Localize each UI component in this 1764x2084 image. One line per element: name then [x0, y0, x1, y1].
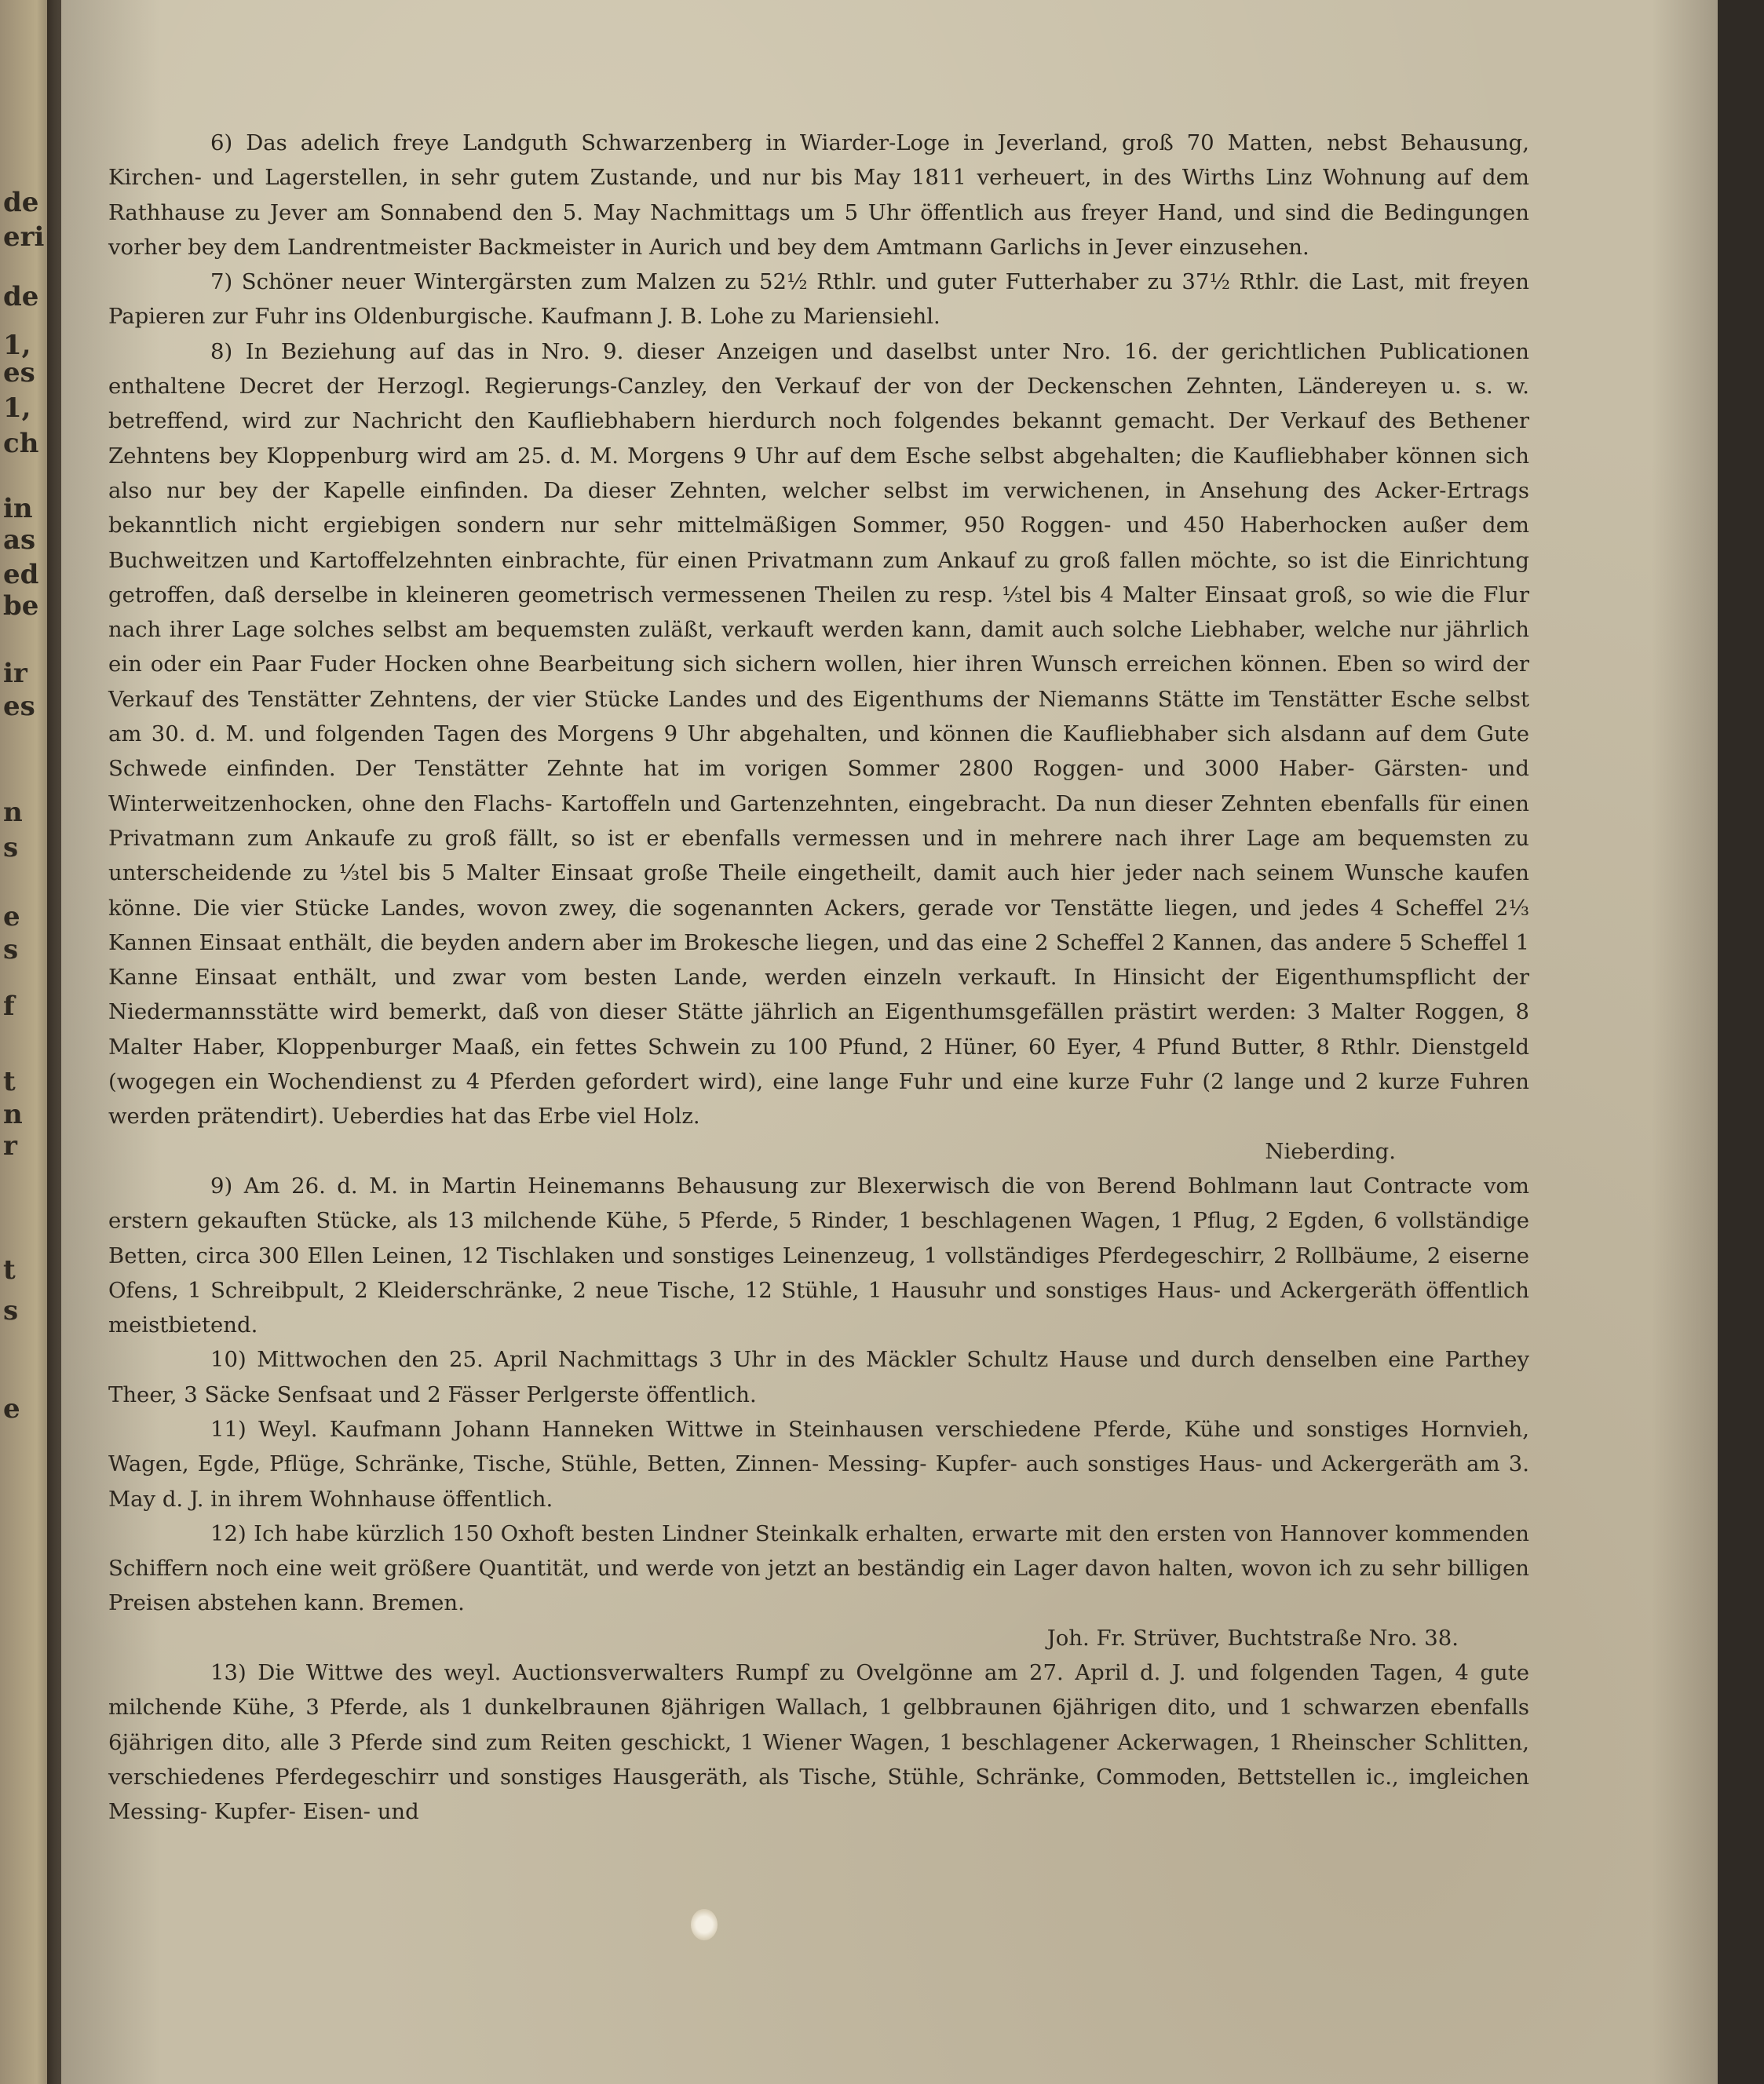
margin-fragment: s: [3, 832, 19, 863]
margin-fragment: be: [3, 590, 39, 622]
margin-fragment: ch: [3, 428, 39, 459]
margin-fragment: es: [3, 357, 35, 389]
margin-fragment: ir: [3, 658, 27, 689]
margin-fragment: as: [3, 524, 36, 556]
page-edge-shadow: [1718, 0, 1764, 2084]
margin-fragment: t: [3, 1254, 16, 1286]
margin-fragment: s: [3, 934, 19, 965]
announcement-12: 12) Ich habe kürzlich 150 Oxhoft besten Lindner Steinkalk erhalten, erwarte mit den ersten von Hannover kommenden Schiffern noch eine weit größere Quantität, und werde von jetzt an beständig ein Lager davon halten, wovon ich zu sehr billigen Preisen abstehen kann. Bremen.: [108, 1520, 1529, 1616]
margin-fragment: e: [3, 1393, 20, 1425]
margin-fragment: in: [3, 493, 33, 524]
margin-fragment: s: [3, 1295, 19, 1327]
signature-nieberding: Nieberding.: [1265, 1138, 1396, 1164]
margin-fragment: n: [3, 797, 23, 828]
announcement-13: 13) Die Wittwe des weyl. Auctionsverwalters Rumpf zu Ovelgönne am 27. April d. J. und folgenden Tagen, 4 gute milchende Kühe, 3 Pferde, als 1 dunkelbraunen 8jährigen Wallach, 1 gelbbraunen 6jährigen dito, und 1 schwarzen ebenfalls 6jährigen dito, alle 3 Pferde sind zum Reiten geschickt, 1 Wiener Wagen, 1 beschlagener Ackerwagen, 1 Rheinscher Schlitten, verschiedenes Pferdegeschirr und sonstiges Hausgeräth, als Tische, Stühle, Schränke, Commoden, Bettstellen ic., imgleichen Messing- Kupfer- Eisen- und: [108, 1660, 1529, 1825]
margin-fragment: 1,: [3, 330, 31, 361]
paper-hole: [691, 1909, 718, 1940]
announcement-11: 11) Weyl. Kaufmann Johann Hanneken Wittwe in Steinhausen verschiedene Pferde, Kühe und sonstiges Hornvieh, Wagen, Egde, Pflüge, Schränke, Tische, Stühle, Betten, Zinnen- Messing- Kupfer- auch sonstiges Haus- und Ackergeräth am 3. May d. J. in ihrem Wohnhause öffentlich.: [108, 1416, 1529, 1512]
margin-fragment: de: [3, 281, 39, 312]
margin-fragment: ed: [3, 559, 39, 590]
signature-struever: Joh. Fr. Strüver, Buchtstraße Nro. 38.: [1046, 1625, 1459, 1651]
margin-fragment: de: [3, 187, 39, 218]
margin-fragment: n: [3, 1099, 23, 1130]
margin-fragment: eri: [3, 221, 45, 253]
announcement-7: 7) Schöner neuer Wintergärsten zum Malzen zu 52½ Rthlr. und guter Futterhaber zu 37½ Rthlr. die Last, mit freyen Papieren zur Fuhr ins Oldenburgische. Kaufmann J. B. Lohe zu Mariensiehl.: [108, 269, 1529, 330]
announcement-9: 9) Am 26. d. M. in Martin Heinemanns Behausung zur Blexerwisch die von Berend Bohlmann laut Contracte vom erstern gekauften Stücke, als 13 milchende Kühe, 5 Pferde, 5 Rinder, 1 beschlagenen Wagen, 1 Pflug, 2 Egden, 6 vollständige Betten, circa 300 Ellen Leinen, 12 Tischlaken und sonstiges Leinenzeug, 1 vollständiges Pferdegeschirr, 2 Rollbäume, 2 eiserne Ofens, 1 Schreibpult, 2 Kleiderschränke, 2 neue Tische, 12 Stühle, 1 Hausuhr und sonstiges Haus- und Ackergeräth öffentlich meistbietend.: [108, 1173, 1529, 1338]
announcement-10: 10) Mittwochen den 25. April Nachmittags 3 Uhr in des Mäckler Schultz Hause und durch denselben eine Parthey Theer, 3 Säcke Senfsaat und 2 Fässer Perlgerste öffentlich.: [108, 1347, 1529, 1407]
announcement-8: 8) In Beziehung auf das in Nro. 9. dieser Anzeigen und daselbst unter Nro. 16. der gerichtlichen Publicationen enthaltene Decret der Herzogl. Regierungs-Canzley, den Verkauf der von der Deckenschen Zehnten, Ländereyen u. s. w. betreffend, wird zur Nachricht den Kaufliebhabern hierdurch noch folgendes bekannt gemacht. Der Verkauf des Bethener Zehntens bey Kloppenburg wird am 25. d. M. Morgens 9 Uhr auf dem Esche selbst abgehalten; die Kaufliebhaber können sich also nur bey der Kapelle einfinden. Da dieser Zehnten, welcher selbst im verwichenen, in Ansehung des Acker-Ertrags bekanntlich nicht ergiebigen sondern nur sehr mittelmäßigen Sommer, 950 Roggen- und 450 Haberhocken außer dem Buchweitzen und Kartoffelzehnten einbrachte, für einen Privatmann zum Ankauf zu groß fallen möchte, so ist die Einrichtung getroffen, daß derselbe in kleineren geometrisch vermessenen Theilen zu resp. ⅓tel bis 4 Malter Einsaat groß, so wie die Flur nach ihrer Lage solches selbst am bequemsten zuläßt, verkauft werden kann, damit auch solche Liebhaber, welche nur jährlich ein oder ein Paar Fuder Hocken ohne Bearbeitung sich sichern wollen, hier ihren Wunsch erreichen können. Eben so wird der Verkauf des Tenstätter Zehntens, der vier Stücke Landes und des Eigenthums der Niemanns Stätte im Tenstätter Esche selbst am 30. d. M. und folgenden Tagen des Morgens 9 Uhr abgehalten, und können die Kaufliebhaber sich alsdann auf dem Gute Schwede einfinden. Der Tenstätter Zehnte hat im vorigen Sommer 2800 Roggen- und 3000 Haber- Gärsten- und Winterweitzenhocken, ohne den Flachs- Kartoffeln und Gartenzehnten, eingebracht. Da nun dieser Zehnten ebenfalls für einen Privatmann zum Ankaufe zu groß fällt, so ist er ebenfalls vermessen und in mehrere nach ihrer Lage am bequemsten zu unterscheidende zu ⅓tel bis 5 Malter Einsaat große Theile eingetheilt, damit auch hier jeder nach seinem Wunsche kaufen könne. Die vier Stücke Landes, wovon zwey, die sogenannten Ackers, gerade vor Tenstätte liegen, und jedes 4 Scheffel 2⅓ Kannen Einsaat enthält, die beyden andern aber im Brokesche liegen, und das eine 2 Scheffel 2 Kannen, das andere 5 Scheffel 1 Kanne Einsaat enthält, und zwar vom besten Lande, werden einzeln verkauft. In Hinsicht der Eigenthumspflicht der Niedermannsstätte wird bemerkt, daß von dieser Stätte jährlich an Eigenthumsgefällen prästirt werden: 3 Malter Roggen, 8 Malter Haber, Kloppenburger Maaß, ein fettes Schwein zu 100 Pfund, 2 Hüner, 60 Eyer, 4 Pfund Butter, 8 Rthlr. Dienstgeld (wogegen ein Wochendienst zu 4 Pferden gefordert wird), eine lange Fuhr und eine kurze Fuhr (2 lange und 2 kurze Fuhren werden prätendirt). Ueberdies hat das Erbe viel Holz.: [108, 338, 1529, 1130]
announcement-6: 6) Das adelich freye Landguth Schwarzenberg in Wiarder-Loge in Jeverland, groß 70 Matten, nebst Behausung, Kirchen- und Lagerstellen, in sehr gutem Zustande, und nur bis May 1811 verheuert, in des Wirths Linz Wohnung auf dem Rathhause zu Jever am Sonnabend den 5. May Nachmittags um 5 Uhr öffentlich aus freyer Hand, und sind die Bedingungen vorher bey dem Landrentmeister Backmeister in Aurich und bey dem Amtmann Garlichs in Jever einzusehen.: [108, 130, 1529, 260]
margin-fragment: r: [3, 1130, 17, 1162]
margin-fragment: es: [3, 691, 35, 722]
announcement-text: [108, 126, 1529, 1830]
margin-fragment: e: [3, 901, 20, 933]
margin-fragment: t: [3, 1066, 16, 1097]
margin-fragment: 1,: [3, 392, 31, 424]
margin-fragment: f: [3, 991, 15, 1022]
